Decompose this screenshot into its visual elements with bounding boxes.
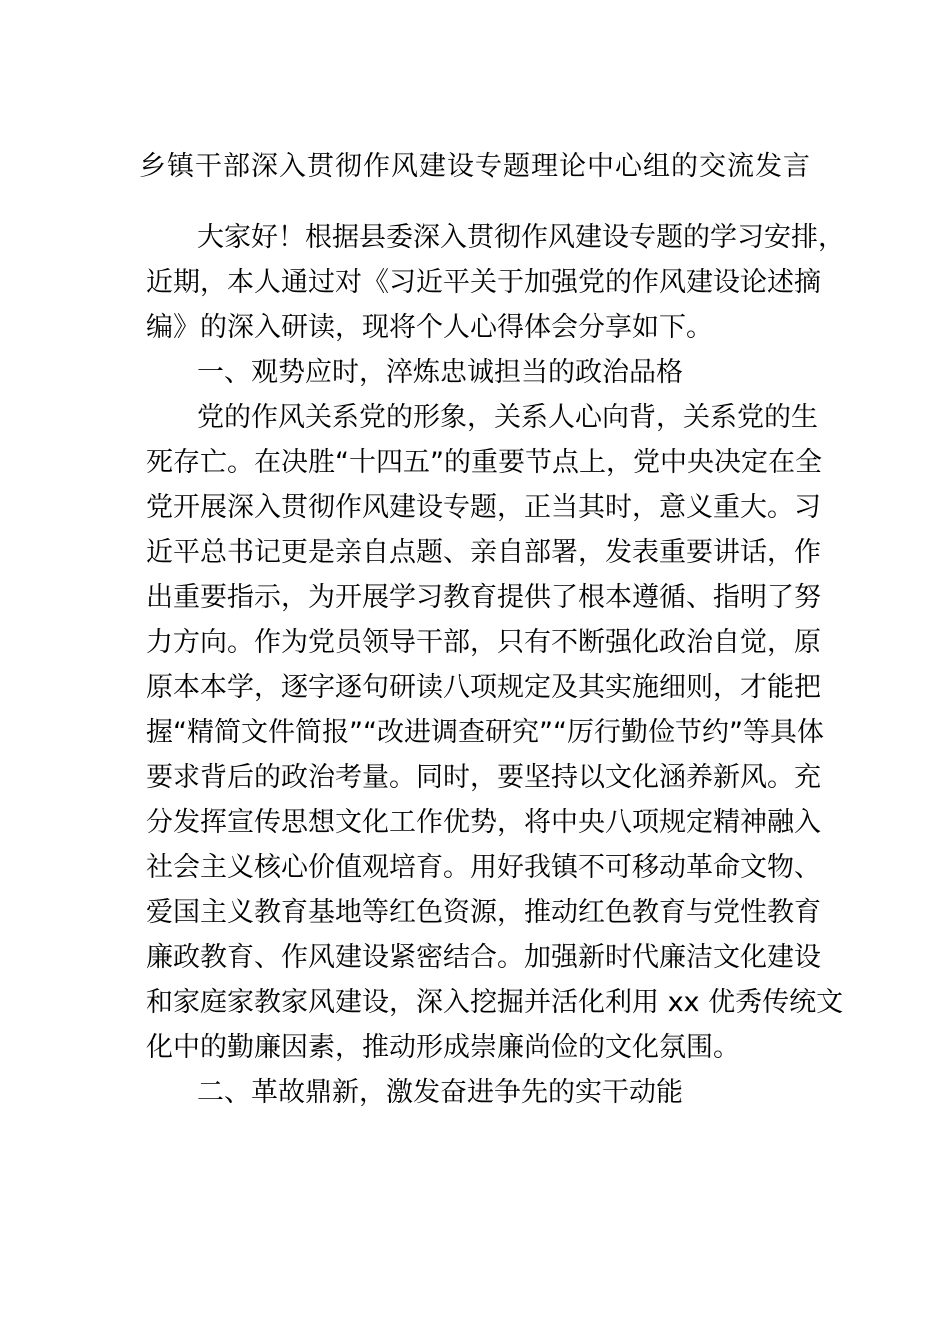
paragraph-line: 力方向。作为党员领导干部，只有不断强化政治自觉，原 bbox=[146, 627, 821, 658]
paragraph-line: 近平总书记更是亲自点题、亲自部署，发表重要讲话，作 bbox=[146, 537, 821, 568]
paragraph-line: 党开展深入贯彻作风建设专题，正当其时，意义重大。习 bbox=[146, 492, 821, 523]
paragraph-line: 和家庭家教家风建设，深入挖掘并活化利用 xx 优秀传统文 bbox=[146, 987, 844, 1018]
paragraph-line: 近期，本人通过对《习近平关于加强党的作风建设论述摘 bbox=[146, 267, 821, 298]
section-heading: 二、革故鼎新，激发奋进争先的实干动能 bbox=[197, 1077, 683, 1108]
document-title: 乡镇干部深入贯彻作风建设专题理论中心组的交流发言 bbox=[139, 151, 811, 182]
section-heading: 一、观势应时，淬炼忠诚担当的政治品格 bbox=[197, 357, 683, 388]
paragraph-line: 廉政教育、作风建设紧密结合。加强新时代廉洁文化建设 bbox=[146, 942, 821, 973]
paragraph-line: 编》的深入研读，现将个人心得体会分享如下。 bbox=[146, 312, 713, 343]
paragraph-line: 大家好！根据县委深入贯彻作风建设专题的学习安排， bbox=[197, 222, 845, 253]
paragraph-line: 出重要指示，为开展学习教育提供了根本遵循、指明了努 bbox=[146, 582, 821, 613]
paragraph-line: 原本本学，逐字逐句研读八项规定及其实施细则，才能把 bbox=[146, 672, 821, 703]
paragraph-line: 要求背后的政治考量。同时，要坚持以文化涵养新风。充 bbox=[146, 762, 821, 793]
paragraph-line: 分发挥宣传思想文化工作优势，将中央八项规定精神融入 bbox=[146, 807, 821, 838]
paragraph-line: 社会主义核心价值观培育。用好我镇不可移动革命文物、 bbox=[146, 852, 821, 883]
paragraph-line: 党的作风关系党的形象，关系人心向背，关系党的生 bbox=[197, 402, 818, 433]
paragraph-line: 死存亡。在决胜“十四五”的重要节点上，党中央决定在全 bbox=[146, 447, 822, 478]
paragraph-line: 爱国主义教育基地等红色资源，推动红色教育与党性教育 bbox=[146, 897, 821, 928]
paragraph-line: 化中的勤廉因素，推动形成崇廉尚俭的文化氛围。 bbox=[146, 1032, 740, 1063]
paragraph-line: 握“精简文件简报”“改进调查研究”“厉行勤俭节约”等具体 bbox=[146, 717, 824, 748]
